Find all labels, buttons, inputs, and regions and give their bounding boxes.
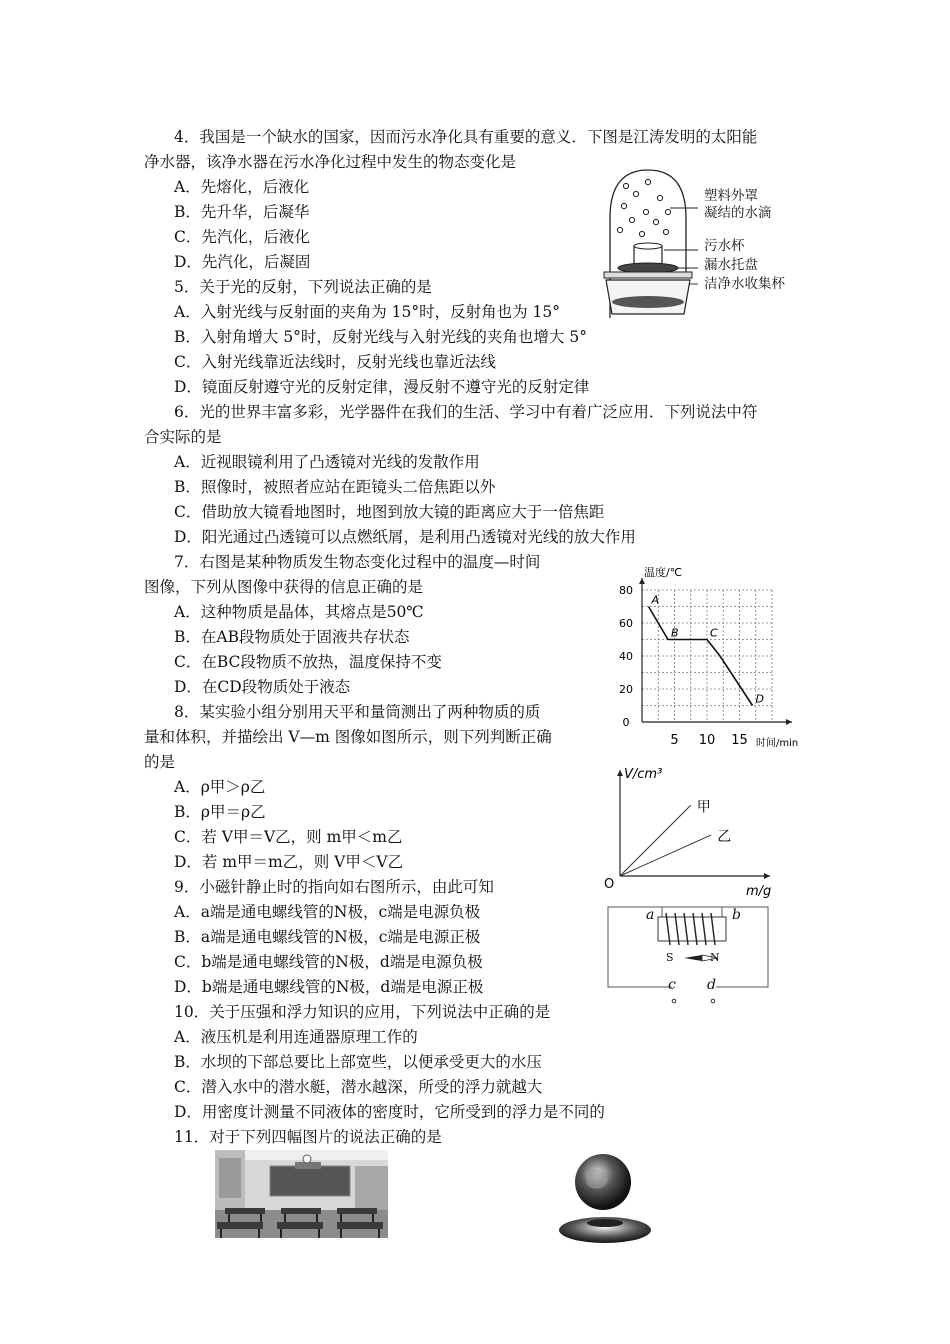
point-label-c: C: [710, 626, 718, 640]
series-line-jia: [620, 805, 691, 876]
label-n-pole: N: [710, 951, 720, 964]
q6-stem-line1: 6．光的世界丰富多彩，光学器件在我们的生活、学习中有着广泛应用．下列说法中符: [174, 403, 758, 421]
series-line-yi: [620, 835, 711, 876]
q6-stem-line2: 合实际的是: [144, 428, 222, 446]
q7-option-a: A．这种物质是晶体，其熔点是50℃: [174, 603, 424, 621]
q10-option-d: D．用密度计测量不同液体的密度时，它所受到的浮力是不同的: [174, 1103, 605, 1121]
label-clean-water-cup: 洁净水收集杯: [704, 276, 785, 292]
q6-option-b: B．照像时，被照者应站在距镜头二倍焦距以外: [174, 478, 496, 496]
y-tick-label: 60: [619, 617, 633, 630]
q4-option-c: C．先汽化，后液化: [174, 228, 310, 246]
x-tick-label: 5: [670, 733, 679, 748]
series-label-yi: 乙: [717, 828, 732, 845]
label-leak-tray: 漏水托盘: [704, 257, 758, 273]
q10-option-a: A．液压机是利用连通器原理工作的: [174, 1028, 418, 1046]
q9-option-a: A．a端是通电螺线管的N极，c端是电源负极: [174, 903, 481, 921]
m-axis-label: m/g: [746, 884, 772, 899]
label-water-drops: 凝结的水滴: [704, 205, 772, 221]
temperature-curve: [649, 607, 753, 706]
q8-option-d: D．若 m甲＝m乙，则 V甲＜V乙: [174, 853, 404, 871]
solenoid-circuit-drawing: [606, 905, 770, 1005]
q9-option-c: C．b端是通电螺线管的N极，d端是电源负极: [174, 953, 483, 971]
q7-option-c: C．在BC段物质不放热，温度保持不变: [174, 653, 442, 671]
q5-option-a: A．入射光线与反射面的夹角为 15°时，反射角也为 15°: [174, 303, 560, 321]
q7-option-d: D．在CD段物质处于液态: [174, 678, 351, 696]
label-dirty-water-cup: 污水杯: [704, 238, 745, 254]
point-label-d: D: [755, 692, 764, 706]
m-axis-arrow: [764, 873, 770, 879]
q5-option-b: B．入射角增大 5°时，反射光线与入射光线的夹角也增大 5°: [174, 328, 587, 346]
y-tick-label: 20: [619, 683, 633, 696]
x-axis-arrow: [786, 719, 792, 725]
temperature-time-chart: [600, 560, 815, 750]
origin-label: O: [604, 877, 615, 892]
x-tick-label: 10: [698, 733, 716, 748]
q4-stem-line1: 4．我国是一个缺水的国家，因而污水净化具有重要的意义．下图是江涛发明的太阳能: [174, 128, 758, 146]
q10-option-c: C．潜入水中的潜水艇，潜水越深，所受的浮力就越大: [174, 1078, 543, 1096]
q5-option-c: C．入射光线靠近法线时，反射光线也靠近法线: [174, 353, 496, 371]
q8-option-b: B．ρ甲＝ρ乙: [174, 803, 266, 821]
v-axis-arrow: [617, 770, 623, 776]
q8-option-c: C．若 V甲＝V乙，则 m甲＜m乙: [174, 828, 403, 846]
q4-option-d: D．先汽化，后凝固: [174, 253, 311, 271]
volume-mass-chart: [598, 760, 788, 900]
q6-option-c: C．借助放大镜看地图时，地图到放大镜的距离应大于一倍焦距: [174, 503, 605, 521]
q8-stem-line2: 量和体积，并描绘出 V—m 图像如图所示，则下列判断正确: [144, 728, 552, 746]
q6-option-d: D．阳光通过凸透镜可以点燃纸屑，是利用凸透镜对光线的放大作用: [174, 528, 636, 546]
q8-stem-line3: 的是: [144, 753, 176, 771]
q9-stem: 9．小磁针静止时的指向如右图所示，由此可知: [174, 878, 494, 896]
y-tick-label: 40: [619, 650, 633, 663]
solar-purifier-figure: [598, 168, 808, 320]
q7-stem-line2: 图像，下列从图像中获得的信息正确的是: [144, 578, 424, 596]
q7-stem-line1: 7．右图是某种物质发生物态变化过程中的温度—时间: [174, 553, 541, 571]
x-tick-label: 15: [731, 733, 748, 748]
solenoid-circuit-figure: [606, 905, 770, 1005]
q11-stem: 11．对于下列四幅图片的说法正确的是: [174, 1128, 442, 1146]
classroom-photo: [215, 1150, 388, 1238]
solar-purifier-drawing: [598, 168, 808, 320]
y-tick-label: 0: [622, 716, 630, 729]
q9-option-d: D．b端是通电螺线管的N极，d端是电源正极: [174, 978, 484, 996]
q4-option-a: A．先熔化，后液化: [174, 178, 310, 196]
x-axis-label: 时间/min: [756, 738, 799, 749]
q5-stem: 5．关于光的反射，下列说法正确的是: [174, 278, 432, 296]
q6-option-a: A．近视眼镜利用了凸透镜对光线的发散作用: [174, 453, 480, 471]
label-s-pole: S: [666, 951, 674, 964]
q8-stem-line1: 8．某实验小组分别用天平和量筒测出了两种物质的质: [174, 703, 541, 721]
y-tick-label: 80: [619, 584, 633, 597]
label-c: c: [668, 977, 676, 993]
q4-option-b: B．先升华，后凝华: [174, 203, 310, 221]
q10-option-b: B．水坝的下部总要比上部宽些，以便承受更大的水压: [174, 1053, 542, 1071]
series-label-jia: 甲: [696, 799, 711, 816]
v-axis-label: V/cm³: [624, 767, 663, 782]
levitating-globe-photo: [555, 1148, 655, 1246]
q10-stem: 10．关于压强和浮力知识的应用，下列说法中正确的是: [174, 1003, 551, 1021]
label-a: a: [646, 907, 655, 923]
q7-option-b: B．在AB段物质处于固液共存状态: [174, 628, 410, 646]
y-axis-label: 温度/℃: [644, 566, 683, 579]
q8-option-a: A．ρ甲＞ρ乙: [174, 778, 266, 796]
point-label-a: A: [651, 593, 660, 607]
q9-option-b: B．a端是通电螺线管的N极，c端是电源正极: [174, 928, 481, 946]
point-label-b: B: [671, 626, 679, 640]
q5-option-d: D．镜面反射遵守光的反射定律，漫反射不遵守光的反射定律: [174, 378, 590, 396]
label-b: b: [732, 907, 741, 923]
q4-stem-line2: 净水器，该净水器在污水净化过程中发生的物态变化是: [144, 153, 517, 171]
label-plastic-cover: 塑料外罩: [704, 188, 758, 204]
label-d: d: [707, 977, 716, 993]
